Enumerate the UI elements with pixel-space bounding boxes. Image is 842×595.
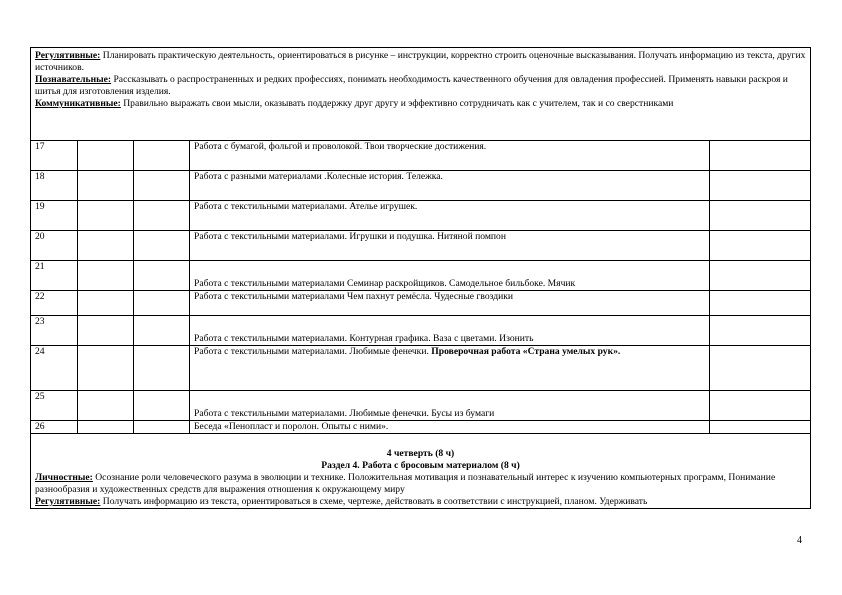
competencies-cell <box>31 48 811 141</box>
communicative-label: Коммуникативные: <box>35 98 121 109</box>
notes-cell <box>710 421 811 434</box>
date-plan-cell <box>78 391 134 421</box>
lesson-number: 25 <box>31 391 78 421</box>
date-fact-cell <box>134 231 190 261</box>
date-fact-cell <box>134 261 190 291</box>
notes-cell <box>710 316 811 346</box>
lesson-topic: Работа с текстильными материалами Семинар раскройщиков. Самодельное бильбоке. Мячик <box>190 261 710 291</box>
notes-cell <box>710 391 811 421</box>
date-plan-cell <box>78 141 134 171</box>
regulatory-text-2: Получать информацию из текста, ориентироваться в схеме, чертеже, действовать в соответствии с инструкцией, планом. Удерживать <box>100 496 648 507</box>
table-row <box>31 346 811 391</box>
date-fact-cell <box>134 391 190 421</box>
lesson-number: 18 <box>31 171 78 201</box>
date-fact-cell <box>134 316 190 346</box>
date-plan-cell <box>78 346 134 391</box>
lesson-number: 26 <box>31 421 78 434</box>
quarter-heading: 4 четверть (8 ч) <box>386 448 455 459</box>
date-plan-cell <box>78 171 134 201</box>
date-plan-cell <box>78 231 134 261</box>
lesson-number: 24 <box>31 346 78 391</box>
date-plan-cell <box>78 201 134 231</box>
personal-label: Личностные: <box>35 472 93 483</box>
table-row <box>31 391 811 421</box>
lesson-topic: Работа с разными материалами .Колесные история. Тележка. <box>190 171 710 201</box>
table-row <box>31 421 811 434</box>
date-fact-cell <box>134 171 190 201</box>
lesson-topic: Работа с бумагой, фольгой и проволокой. Твои творческие достижения. <box>190 141 710 171</box>
section-row <box>31 434 811 509</box>
cognitive-label: Познавательные: <box>35 74 112 85</box>
regulatory-label: Регулятивные: <box>35 50 101 61</box>
table-row <box>31 291 811 316</box>
notes-cell <box>710 346 811 391</box>
section-cell <box>31 434 811 509</box>
personal-text: Осознание роли человеческого разума в эволюции и технике. Положительная мотивация и познавательный интерес к изучению компьютерных программ, Понимание разнообразия и художественных средств для выражения отношения к окружающему миру <box>35 472 776 495</box>
date-plan-cell <box>78 421 134 434</box>
table-row <box>31 231 811 261</box>
table-row <box>31 316 811 346</box>
lesson-topic: Работа с текстильными материалами Чем пахнут ремёсла. Чудесные гвоздики <box>190 291 710 316</box>
date-plan-cell <box>78 291 134 316</box>
notes-cell <box>710 261 811 291</box>
page-number: 4 <box>797 535 802 546</box>
lesson-topic: Работа с текстильными материалами. Ателье игрушек. <box>190 201 710 231</box>
communicative-text: Правильно выражать свои мысли, оказывать поддержку друг другу и эффективно сотрудничать как с учителем, так и со сверстниками <box>120 98 674 109</box>
table-row <box>31 171 811 201</box>
date-fact-cell <box>134 346 190 391</box>
notes-cell <box>710 231 811 261</box>
date-fact-cell <box>134 201 190 231</box>
date-plan-cell <box>78 261 134 291</box>
lesson-number: 19 <box>31 201 78 231</box>
notes-cell <box>710 141 811 171</box>
table-row <box>31 141 811 171</box>
date-fact-cell <box>134 291 190 316</box>
date-fact-cell <box>134 421 190 434</box>
regulatory-text: Планировать практическую деятельность, ориентироваться в рисунке – инструкции, корректно строить оценочные высказывания. Получать информацию из текста, других источников. <box>35 50 806 73</box>
cognitive-text: Рассказывать о распространенных и редких профессиях, понимать необходимость качественного обучения для овладения профессией. Применять навыки раскроя и шитья для изготовления изделия. <box>35 74 788 97</box>
table-row <box>31 201 811 231</box>
lesson-topic: Беседа «Пенопласт и поролон. Опыты с ними». <box>190 421 710 434</box>
competencies-row <box>31 48 811 141</box>
date-plan-cell <box>78 316 134 346</box>
table-row <box>31 261 811 291</box>
lesson-number: 22 <box>31 291 78 316</box>
lesson-number: 17 <box>31 141 78 171</box>
lesson-topic: Работа с текстильными материалами. Любимые фенечки. <box>194 346 432 357</box>
date-fact-cell <box>134 141 190 171</box>
regulatory-label-2: Регулятивные: <box>35 496 101 507</box>
test-work-label: Проверочная работа «Страна умелых рук». <box>431 346 621 357</box>
lesson-topic: Работа с текстильными материалами. Любимые фенечки. Бусы из бумаги <box>190 391 710 421</box>
notes-cell <box>710 201 811 231</box>
lesson-number: 23 <box>31 316 78 346</box>
lesson-topic-cell <box>190 346 710 391</box>
section-heading: Раздел 4. Работа с бросовым материалом (8 ч) <box>321 460 520 471</box>
lesson-plan-table <box>30 47 811 509</box>
lesson-topic: Работа с текстильными материалами. Игрушки и подушка. Нитяной помпон <box>190 231 710 261</box>
lesson-number: 21 <box>31 261 78 291</box>
lesson-topic: Работа с текстильными материалами. Контурная графика. Ваза с цветами. Изонить <box>190 316 710 346</box>
notes-cell <box>710 171 811 201</box>
notes-cell <box>710 291 811 316</box>
lesson-number: 20 <box>31 231 78 261</box>
